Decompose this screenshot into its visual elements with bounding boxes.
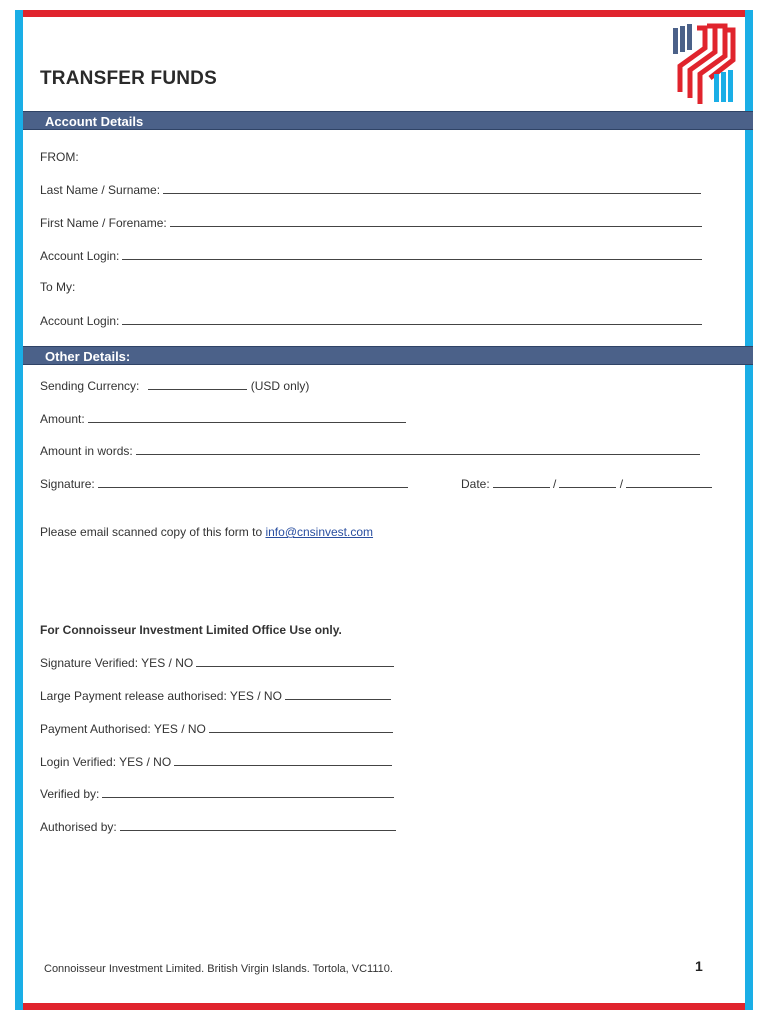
right-border [745,10,753,1010]
signature-verified-field[interactable]: Signature Verified: YES / NO [40,655,394,670]
page-title: TRANSFER FUNDS [40,68,217,89]
large-payment-field[interactable]: Large Payment release authorised: YES / NO [40,688,391,703]
amount-field[interactable]: Amount: [40,411,406,426]
footer-address: Connoisseur Investment Limited. British Virgin Islands. Tortola, VC1110. [44,963,393,975]
email-link[interactable]: info@cnsinvest.com [265,525,374,539]
company-logo-icon [670,22,738,108]
left-border [15,10,23,1010]
section-header-other-details: Other Details: [23,346,753,365]
date-field[interactable]: Date: / / [461,476,712,491]
logo-blue-stripes [714,70,733,102]
sending-currency-field[interactable]: Sending Currency: (USD only) [40,379,310,393]
logo-navy-stripes [673,24,692,54]
email-instructions: Please email scanned copy of this form to info@cnsinvest.com [40,525,374,539]
to-account-login-field[interactable]: Account Login: [40,313,702,328]
authorised-by-field[interactable]: Authorised by: [40,819,396,834]
last-name-field[interactable]: Last Name / Surname: [40,182,701,197]
from-account-login-field[interactable]: Account Login: [40,248,702,263]
to-label: To My: [40,280,76,294]
signature-field[interactable]: Signature: [40,476,408,491]
section-header-account-details: Account Details [23,111,753,130]
office-use-heading: For Connoisseur Investment Limited Office Use only. [40,623,342,637]
payment-authorised-field[interactable]: Payment Authorised: YES / NO [40,721,393,736]
verified-by-field[interactable]: Verified by: [40,786,394,801]
page-number: 1 [695,958,703,974]
top-border [15,10,751,17]
login-verified-field[interactable]: Login Verified: YES / NO [40,754,392,769]
amount-in-words-field[interactable]: Amount in words: [40,443,700,458]
first-name-field[interactable]: First Name / Forename: [40,215,702,230]
bottom-border [15,1003,751,1010]
from-label: FROM: [40,150,79,164]
